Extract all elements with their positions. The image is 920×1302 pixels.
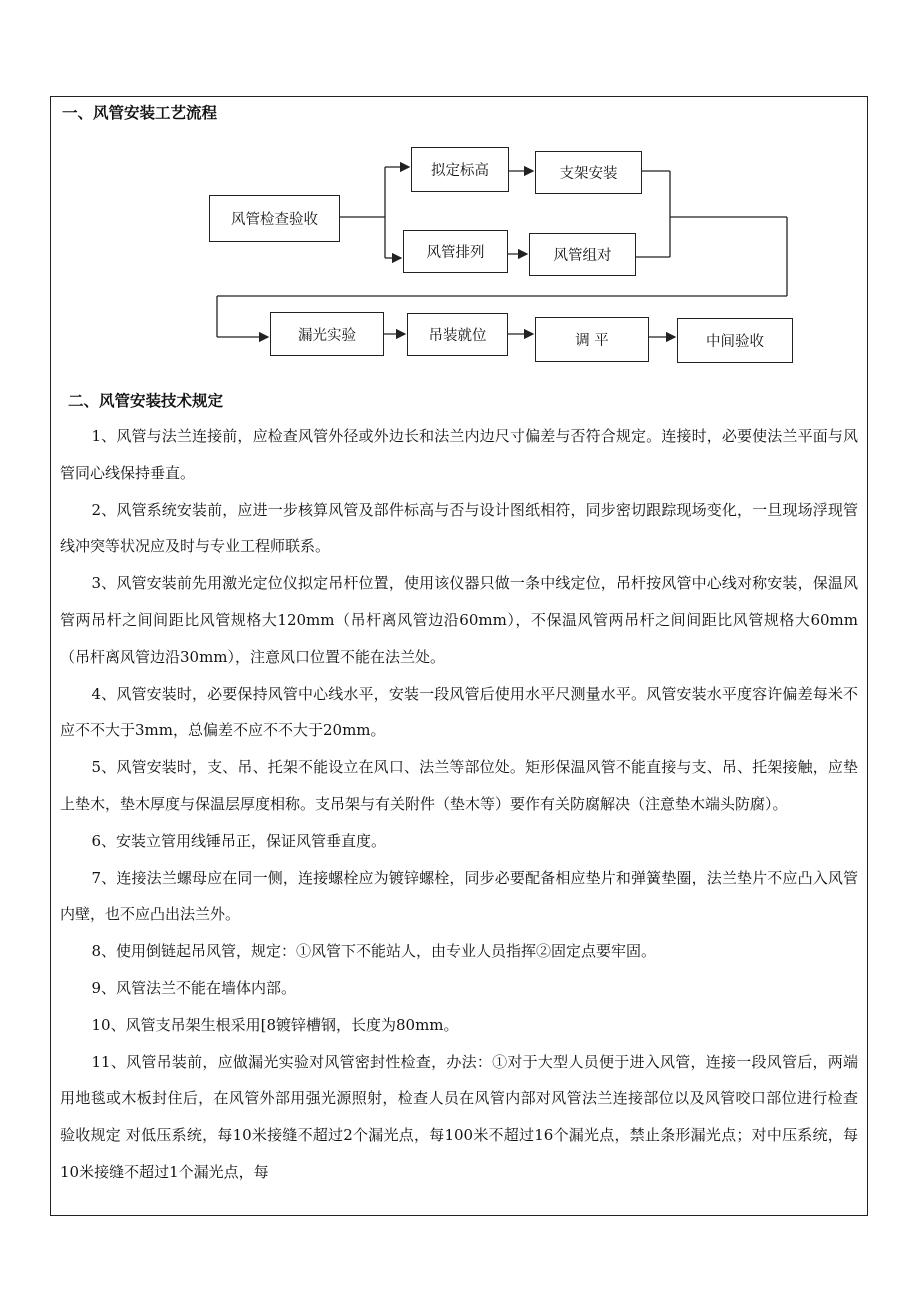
flow-box-mid-check: 中间验收 [677,318,793,363]
requirement-paragraph: 3、风管安装前先用激光定位仪拟定吊杆位置，使用该仪器只做一条中线定位，吊杆按风管中心线对称安装，保温风管两吊杆之间间距比风管规格大120mm（吊杆离风管边沿60mm），不保温风管两吊杆之间间距比风管规格大60mm（吊杆离风管边沿30mm），注意风口位置不能在法兰处。 [60,574,858,666]
requirement-paragraph: 6、安装立管用线锤吊正，保证风管垂直度。 [91,831,387,850]
flow-box-mark-elevation: 拟定标高 [411,147,509,192]
flow-box-pair: 风管组对 [529,233,636,276]
flow-box-leak-test: 漏光实验 [270,312,384,356]
requirement-paragraph: 1、风管与法兰连接前，应检查风管外径或外边长和法兰内边尺寸偏差与否符合规定。连接时，必要使法兰平面与风管同心线保持垂直。 [60,427,858,482]
requirement-paragraph: 8、使用倒链起吊风管，规定：①风管下不能站人，由专业人员指挥②固定点要牢固。 [91,942,657,961]
section2-title: 二、风管安装技术规定 [68,392,224,410]
requirement-paragraph: 9、风管法兰不能在墙体内部。 [91,978,297,997]
flow-box-hoist: 吊装就位 [407,313,508,356]
flow-box-level: 调 平 [535,317,649,362]
section1-title: 一、风管安装工艺流程 [62,104,218,122]
flow-box-support-install: 支架安装 [535,151,642,194]
flow-box-arrange: 风管排列 [403,230,508,273]
requirement-paragraph: 4、风管安装时，必要保持风管中心线水平，安装一段风管后使用水平尺测量水平。风管安装水平度容许偏差每米不应不不大于3mm，总偏差不应不不大于20mm。 [60,684,858,740]
requirements-body [60,418,858,1191]
requirement-paragraph: 11、风管吊装前，应做漏光实验对风管密封性检查，办法：①对于大型人员便于进入风管，连接一段风管后，两端用地毯或木板封住后，在风管外部用强光源照射，检查人员在风管内部对风管法兰连接部位以及风管咬口部位进行检查 验收规定 对低压系统，每10米接缝不超过2个漏光点，每100米不超过16个漏光点，禁止条形漏光点；对中压系统，每10米接缝不超过1个漏光点，每 [60,1052,858,1181]
requirement-paragraph: 7、连接法兰螺母应在同一侧，连接螺栓应为镀锌螺栓，同步必要配备相应垫片和弹簧垫圈，法兰垫片不应凸入风管内壁，也不应凸出法兰外。 [60,868,858,924]
requirement-paragraph: 10、风管支吊架生根采用[8镀锌槽钢，长度为80mm。 [91,1015,459,1034]
requirement-paragraph: 5、风管安装时，支、吊、托架不能设立在风口、法兰等部位处。矩形保温风管不能直接与支、吊、托架接触，应垫上垫木，垫木厚度与保温层厚度相称。支吊架与有关附件（垫木等）要作有关防腐解决（注意垫木端头防腐）。 [60,758,858,813]
requirement-paragraph: 2、风管系统安装前，应进一步核算风管及部件标高与否与设计图纸相符，同步密切跟踪现场变化，一旦现场浮现管线冲突等状况应及时与专业工程师联系。 [60,500,858,556]
flow-box-inspect: 风管检查验收 [209,195,340,242]
